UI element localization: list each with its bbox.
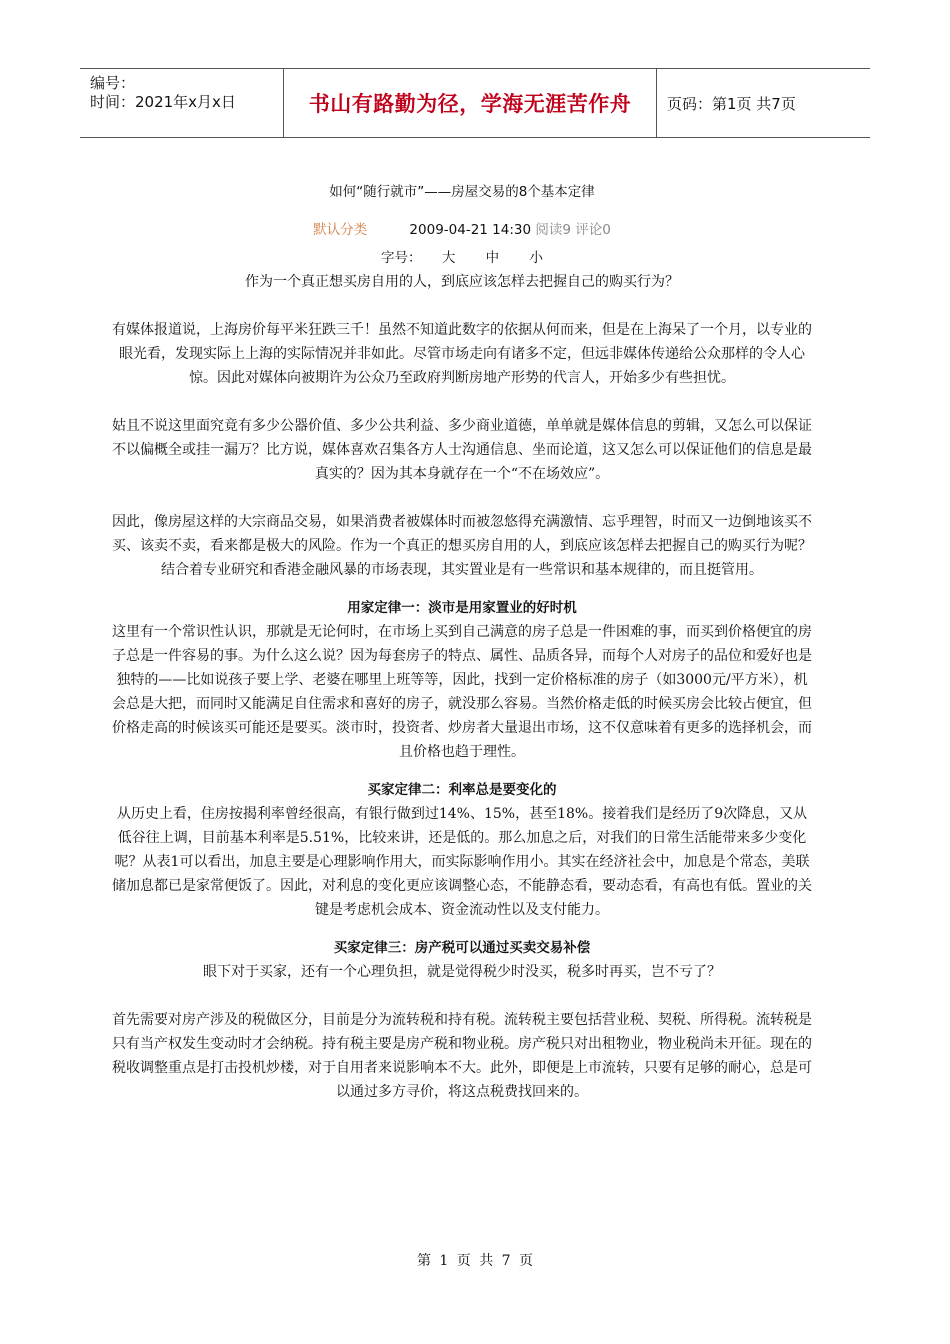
law3-heading: 买家定律三：房产税可以通过买卖交易补偿	[333, 940, 591, 956]
header-page-code: 页码：第1页 共7页	[667, 94, 796, 113]
comment-count: 评论0	[575, 222, 611, 238]
document-header	[80, 68, 870, 138]
header-page-cell	[657, 69, 870, 137]
article-title: 如何“随行就市”——房屋交易的8个基本定律	[329, 184, 595, 200]
paragraph-media-ethics: 姑且不说这里面究竟有多少公器价值、多少公共利益、多少商业道德，单单就是媒体信息的剪辑，又怎么可以保证不以偏概全或挂一漏万？比方说，媒体喜欢召集各方人士沟通信息、坐而论道，这又怎么可以保证他们的信息是最真实的？因为其本身就存在一个“不在场效应”。	[112, 418, 812, 482]
article-body	[112, 180, 812, 1104]
law2-paragraph: 从历史上看，住房按揭利率曾经很高，有银行做到过14%、15%，甚至18%。接着我们是经历了9次降息，又从低谷往上调，目前基本利率是5.51%，比较来讲，还是低的。那么加息之后，对我们的日常生活能带来多少变化呢？从表1可以看出，加息主要是心理影响作用大，而实际影响作用小。其实在经济社会中，加息是个常态，美联储加息都已是家常便饭了。因此，对利息的变化更应该调整心态，不能静态看，要动态看，有高也有低。置业的关键是考虑机会成本、资金流动性以及支付能力。	[112, 806, 812, 918]
law3-paragraph: 首先需要对房产涉及的税做区分，目前是分为流转税和持有税。流转税主要包括营业税、契税、所得税。流转税是只有当产权发生变动时才会纳税。持有税主要是房产税和物业税。房产税只对出租物业，物业税尚未开征。现在的税收调整重点是打击投机炒楼，对于自用者来说影响本不大。此外，即便是上市流转，只要有足够的耐心，总是可以通过多方寻价，将这点税费找回来的。	[112, 1012, 812, 1100]
font-size-large-link[interactable]: 大	[441, 250, 456, 266]
header-left-cell	[80, 69, 284, 137]
category-link[interactable]: 默认分类	[313, 222, 368, 238]
font-size-small-link[interactable]: 小	[529, 250, 543, 266]
law2-heading: 买家定律二：利率总是要变化的	[367, 782, 557, 798]
paragraph-risk: 因此，像房屋这样的大宗商品交易，如果消费者被媒体时而被忽悠得充满激情、忘乎理智，时而又一边倒地该买不买、该卖不卖，看来都是极大的风险。作为一个真正的想买房自用的人，到底应该怎样去把握自己的购买行为呢？结合着专业研究和香港金融风暴的市场表现，其实置业是有一些常识和基本规律的，而且挺管用。	[112, 514, 812, 578]
intro-paragraph: 作为一个真正想买房自用的人，到底应该怎样去把握自己的购买行为？	[245, 274, 679, 290]
header-motto-cell	[284, 69, 657, 137]
document-number-label: 编号：	[90, 74, 136, 92]
page-footer: 第 1 页 共 7 页	[416, 1253, 534, 1269]
law3-intro: 眼下对于买家，还有一个心理负担，就是觉得税少时没买，税多时再买，岂不亏了？	[203, 964, 721, 980]
header-motto: 书山有路勤为径，学海无涯苦作舟	[308, 92, 632, 116]
law1-heading: 用家定律一：淡市是用家置业的好时机	[347, 600, 577, 616]
read-count: 阅读9	[535, 222, 571, 238]
law1-paragraph: 这里有一个常识性认识，那就是无论何时，在市场上买到自己满意的房子总是一件困难的事，而买到价格便宜的房子总是一件容易的事。为什么这么说？因为每套房子的特点、属性、品质各异，而每个人对房子的品位和爱好也是独特的——比如说孩子要上学、老婆在哪里上班等等，因此，找到一定价格标准的房子（如3000元/平方米），机会总是大把，而同时又能满足自住需求和喜好的房子，就没那么容易。当然价格走低的时候买房会比较占便宜，但价格走高的时候该买可能还是要买。淡市时，投资者、炒房者大量退出市场，这不仅意味着有更多的选择机会，而且价格也趋于理性。	[112, 624, 812, 760]
document-time-label: 时间：2021年x月x日	[90, 93, 236, 111]
article-meta	[112, 218, 812, 238]
font-size-label: 字号：	[381, 250, 422, 266]
post-datetime: 2009-04-21 14:30	[409, 222, 532, 238]
font-size-medium-link[interactable]: 中	[485, 250, 500, 266]
font-size-switcher	[112, 246, 812, 266]
paragraph-media-report: 有媒体报道说，上海房价每平米狂跌三千！虽然不知道此数字的依据从何而来，但是在上海呆了一个月，以专业的眼光看，发现实际上上海的实际情况并非如此。尽管市场走向有诸多不定，但远非媒体传递给公众那样的令人心惊。因此对媒体向被期许为公众乃至政府判断房地产形势的代言人，开始多少有些担忧。	[112, 322, 812, 386]
